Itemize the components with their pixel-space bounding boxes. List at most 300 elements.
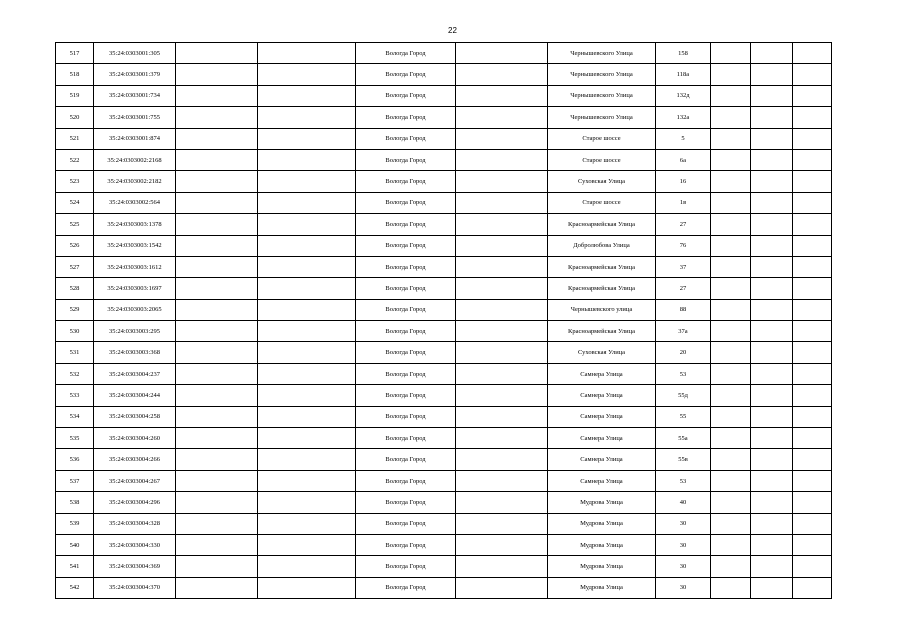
empty-cell [258, 385, 356, 406]
empty-cell [258, 342, 356, 363]
city-cell: Вологда Город [356, 128, 456, 149]
empty-cell [176, 513, 258, 534]
empty-cell [176, 449, 258, 470]
street-cell: Красноармейская Улица [548, 321, 656, 342]
empty-cell [751, 556, 793, 577]
table-row [56, 85, 832, 106]
city-cell: Вологда Город [356, 192, 456, 213]
empty-cell [711, 43, 751, 64]
empty-cell [711, 192, 751, 213]
empty-cell [258, 171, 356, 192]
cadastral-number-cell: 35:24:0303003:1378 [94, 214, 176, 235]
city-cell: Вологда Город [356, 556, 456, 577]
empty-cell [793, 214, 832, 235]
empty-cell [793, 577, 832, 598]
street-cell: Чернышевского Улица [548, 64, 656, 85]
empty-cell [711, 321, 751, 342]
empty-cell [711, 556, 751, 577]
house-number-cell: 55в [656, 449, 711, 470]
street-cell: Чернышевского Улица [548, 43, 656, 64]
table-row [56, 449, 832, 470]
city-cell: Вологда Город [356, 342, 456, 363]
empty-cell [711, 299, 751, 320]
row-number-cell: 531 [56, 342, 94, 363]
cadastral-number-cell: 35:24:0303003:1542 [94, 235, 176, 256]
empty-cell [456, 299, 548, 320]
cadastral-number-cell: 35:24:0303001:305 [94, 43, 176, 64]
empty-cell [456, 149, 548, 170]
empty-cell [751, 321, 793, 342]
empty-cell [456, 342, 548, 363]
table-row [56, 363, 832, 384]
row-number-cell: 537 [56, 470, 94, 491]
house-number-cell: 158 [656, 43, 711, 64]
row-number-cell: 518 [56, 64, 94, 85]
empty-cell [258, 556, 356, 577]
empty-cell [751, 128, 793, 149]
empty-cell [711, 406, 751, 427]
empty-cell [751, 192, 793, 213]
empty-cell [456, 64, 548, 85]
city-cell: Вологда Город [356, 299, 456, 320]
empty-cell [793, 406, 832, 427]
empty-cell [793, 342, 832, 363]
city-cell: Вологда Город [356, 492, 456, 513]
empty-cell [456, 406, 548, 427]
cadastral-number-cell: 35:24:0303004:370 [94, 577, 176, 598]
empty-cell [793, 85, 832, 106]
empty-cell [751, 363, 793, 384]
empty-cell [793, 256, 832, 277]
empty-cell [258, 299, 356, 320]
empty-cell [258, 256, 356, 277]
table-row [56, 534, 832, 555]
city-cell: Вологда Город [356, 214, 456, 235]
row-number-cell: 532 [56, 363, 94, 384]
empty-cell [751, 278, 793, 299]
row-number-cell: 529 [56, 299, 94, 320]
street-cell: Старое шоссе [548, 192, 656, 213]
table-row [56, 513, 832, 534]
cadastral-number-cell: 35:24:0303004:296 [94, 492, 176, 513]
empty-cell [751, 470, 793, 491]
empty-cell [456, 321, 548, 342]
street-cell: Чернышевского Улица [548, 85, 656, 106]
empty-cell [176, 107, 258, 128]
row-number-cell: 538 [56, 492, 94, 513]
empty-cell [793, 128, 832, 149]
table-row [56, 171, 832, 192]
street-cell: Мудрова Улица [548, 534, 656, 555]
cadastral-number-cell: 35:24:0303004:237 [94, 363, 176, 384]
empty-cell [258, 321, 356, 342]
table-row [56, 192, 832, 213]
row-number-cell: 528 [56, 278, 94, 299]
empty-cell [793, 428, 832, 449]
table-row [56, 385, 832, 406]
empty-cell [456, 556, 548, 577]
house-number-cell: 27 [656, 214, 711, 235]
empty-cell [793, 171, 832, 192]
empty-cell [176, 363, 258, 384]
empty-cell [793, 556, 832, 577]
empty-cell [711, 470, 751, 491]
table-row [56, 256, 832, 277]
empty-cell [711, 385, 751, 406]
empty-cell [176, 85, 258, 106]
empty-cell [176, 492, 258, 513]
empty-cell [751, 428, 793, 449]
empty-cell [456, 128, 548, 149]
cadastral-number-cell: 35:24:0303003:295 [94, 321, 176, 342]
empty-cell [456, 428, 548, 449]
street-cell: Чернышевского улица [548, 299, 656, 320]
empty-cell [711, 342, 751, 363]
row-number-cell: 536 [56, 449, 94, 470]
empty-cell [258, 513, 356, 534]
empty-cell [793, 64, 832, 85]
empty-cell [793, 149, 832, 170]
registry-table [55, 42, 832, 599]
empty-cell [456, 107, 548, 128]
city-cell: Вологда Город [356, 278, 456, 299]
empty-cell [456, 449, 548, 470]
cadastral-number-cell: 35:24:0303001:734 [94, 85, 176, 106]
house-number-cell: 132д [656, 85, 711, 106]
empty-cell [176, 470, 258, 491]
empty-cell [711, 149, 751, 170]
empty-cell [258, 363, 356, 384]
empty-cell [456, 534, 548, 555]
empty-cell [793, 534, 832, 555]
empty-cell [456, 492, 548, 513]
empty-cell [751, 149, 793, 170]
row-number-cell: 539 [56, 513, 94, 534]
empty-cell [751, 513, 793, 534]
cadastral-number-cell: 35:24:0303002:2168 [94, 149, 176, 170]
house-number-cell: 53 [656, 470, 711, 491]
empty-cell [258, 85, 356, 106]
row-number-cell: 524 [56, 192, 94, 213]
empty-cell [258, 64, 356, 85]
empty-cell [258, 577, 356, 598]
empty-cell [258, 214, 356, 235]
row-number-cell: 533 [56, 385, 94, 406]
city-cell: Вологда Город [356, 363, 456, 384]
empty-cell [711, 363, 751, 384]
cadastral-number-cell: 35:24:0303004:258 [94, 406, 176, 427]
empty-cell [711, 513, 751, 534]
street-cell: Самнера Улица [548, 385, 656, 406]
cadastral-number-cell: 35:24:0303003:1612 [94, 256, 176, 277]
empty-cell [793, 321, 832, 342]
empty-cell [258, 107, 356, 128]
house-number-cell: 6а [656, 149, 711, 170]
row-number-cell: 535 [56, 428, 94, 449]
empty-cell [711, 64, 751, 85]
street-cell: Красноармейская Улица [548, 278, 656, 299]
empty-cell [456, 192, 548, 213]
row-number-cell: 541 [56, 556, 94, 577]
cadastral-number-cell: 35:24:0303004:369 [94, 556, 176, 577]
empty-cell [751, 406, 793, 427]
city-cell: Вологда Город [356, 385, 456, 406]
empty-cell [793, 449, 832, 470]
cadastral-number-cell: 35:24:0303001:379 [94, 64, 176, 85]
cadastral-number-cell: 35:24:0303004:328 [94, 513, 176, 534]
empty-cell [751, 85, 793, 106]
empty-cell [751, 64, 793, 85]
empty-cell [176, 321, 258, 342]
street-cell: Старое шоссе [548, 149, 656, 170]
house-number-cell: 40 [656, 492, 711, 513]
empty-cell [176, 406, 258, 427]
table-row [56, 406, 832, 427]
city-cell: Вологда Город [356, 171, 456, 192]
house-number-cell: 118а [656, 64, 711, 85]
cadastral-number-cell: 35:24:0303004:260 [94, 428, 176, 449]
empty-cell [711, 492, 751, 513]
table-row [56, 128, 832, 149]
street-cell: Чернышевского Улица [548, 107, 656, 128]
table-row [56, 107, 832, 128]
house-number-cell: 76 [656, 235, 711, 256]
empty-cell [176, 385, 258, 406]
house-number-cell: 30 [656, 577, 711, 598]
empty-cell [456, 171, 548, 192]
street-cell: Самнера Улица [548, 406, 656, 427]
empty-cell [711, 235, 751, 256]
street-cell: Старое шоссе [548, 128, 656, 149]
empty-cell [176, 278, 258, 299]
empty-cell [456, 385, 548, 406]
empty-cell [258, 428, 356, 449]
city-cell: Вологда Город [356, 321, 456, 342]
house-number-cell: 1в [656, 192, 711, 213]
street-cell: Мудрова Улица [548, 513, 656, 534]
house-number-cell: 55 [656, 406, 711, 427]
house-number-cell: 16 [656, 171, 711, 192]
table-row [56, 556, 832, 577]
city-cell: Вологда Город [356, 149, 456, 170]
street-cell: Красноармейская Улица [548, 256, 656, 277]
cadastral-number-cell: 35:24:0303004:244 [94, 385, 176, 406]
empty-cell [258, 43, 356, 64]
table-row [56, 428, 832, 449]
street-cell: Суховская Улица [548, 342, 656, 363]
empty-cell [751, 492, 793, 513]
empty-cell [711, 534, 751, 555]
table-row [56, 214, 832, 235]
empty-cell [456, 363, 548, 384]
street-cell: Суховская Улица [548, 171, 656, 192]
empty-cell [793, 385, 832, 406]
house-number-cell: 5 [656, 128, 711, 149]
empty-cell [258, 406, 356, 427]
street-cell: Мудрова Улица [548, 492, 656, 513]
cadastral-number-cell: 35:24:0303002:564 [94, 192, 176, 213]
city-cell: Вологда Город [356, 534, 456, 555]
empty-cell [176, 64, 258, 85]
row-number-cell: 525 [56, 214, 94, 235]
street-cell: Добролюбова Улица [548, 235, 656, 256]
empty-cell [751, 449, 793, 470]
row-number-cell: 520 [56, 107, 94, 128]
empty-cell [711, 428, 751, 449]
empty-cell [793, 299, 832, 320]
empty-cell [258, 470, 356, 491]
table-row [56, 321, 832, 342]
city-cell: Вологда Город [356, 449, 456, 470]
empty-cell [176, 342, 258, 363]
empty-cell [456, 278, 548, 299]
house-number-cell: 55а [656, 428, 711, 449]
empty-cell [711, 449, 751, 470]
empty-cell [176, 43, 258, 64]
empty-cell [176, 534, 258, 555]
empty-cell [751, 256, 793, 277]
page-number: 22 [448, 26, 457, 35]
cadastral-number-cell: 35:24:0303002:2182 [94, 171, 176, 192]
cadastral-number-cell: 35:24:0303001:874 [94, 128, 176, 149]
city-cell: Вологда Город [356, 577, 456, 598]
empty-cell [258, 128, 356, 149]
empty-cell [176, 192, 258, 213]
city-cell: Вологда Город [356, 43, 456, 64]
empty-cell [793, 43, 832, 64]
cadastral-number-cell: 35:24:0303003:368 [94, 342, 176, 363]
table-row [56, 278, 832, 299]
empty-cell [258, 534, 356, 555]
empty-cell [176, 128, 258, 149]
empty-cell [793, 363, 832, 384]
empty-cell [711, 107, 751, 128]
empty-cell [176, 256, 258, 277]
street-cell: Самнера Улица [548, 363, 656, 384]
street-cell: Мудрова Улица [548, 556, 656, 577]
house-number-cell: 30 [656, 513, 711, 534]
empty-cell [793, 470, 832, 491]
empty-cell [176, 235, 258, 256]
empty-cell [751, 299, 793, 320]
city-cell: Вологда Город [356, 107, 456, 128]
street-cell: Мудрова Улица [548, 577, 656, 598]
empty-cell [456, 470, 548, 491]
empty-cell [258, 149, 356, 170]
city-cell: Вологда Город [356, 64, 456, 85]
empty-cell [258, 449, 356, 470]
row-number-cell: 523 [56, 171, 94, 192]
row-number-cell: 534 [56, 406, 94, 427]
city-cell: Вологда Город [356, 406, 456, 427]
empty-cell [793, 235, 832, 256]
house-number-cell: 20 [656, 342, 711, 363]
row-number-cell: 527 [56, 256, 94, 277]
empty-cell [456, 256, 548, 277]
empty-cell [176, 149, 258, 170]
house-number-cell: 88 [656, 299, 711, 320]
table-row [56, 43, 832, 64]
empty-cell [711, 278, 751, 299]
empty-cell [793, 513, 832, 534]
empty-cell [258, 492, 356, 513]
empty-cell [176, 299, 258, 320]
empty-cell [751, 235, 793, 256]
empty-cell [456, 85, 548, 106]
empty-cell [456, 43, 548, 64]
empty-cell [176, 214, 258, 235]
empty-cell [711, 214, 751, 235]
empty-cell [456, 577, 548, 598]
city-cell: Вологда Город [356, 85, 456, 106]
row-number-cell: 522 [56, 149, 94, 170]
row-number-cell: 519 [56, 85, 94, 106]
row-number-cell: 517 [56, 43, 94, 64]
cadastral-number-cell: 35:24:0303004:266 [94, 449, 176, 470]
cadastral-number-cell: 35:24:0303004:267 [94, 470, 176, 491]
empty-cell [751, 171, 793, 192]
empty-cell [793, 278, 832, 299]
street-cell: Самнера Улица [548, 449, 656, 470]
row-number-cell: 542 [56, 577, 94, 598]
house-number-cell: 30 [656, 534, 711, 555]
cadastral-number-cell: 35:24:0303004:330 [94, 534, 176, 555]
row-number-cell: 526 [56, 235, 94, 256]
table-row [56, 492, 832, 513]
house-number-cell: 37 [656, 256, 711, 277]
registry-table-body [56, 43, 832, 599]
empty-cell [751, 385, 793, 406]
row-number-cell: 530 [56, 321, 94, 342]
empty-cell [456, 235, 548, 256]
city-cell: Вологда Город [356, 256, 456, 277]
table-row [56, 342, 832, 363]
house-number-cell: 27 [656, 278, 711, 299]
empty-cell [711, 85, 751, 106]
cadastral-number-cell: 35:24:0303003:1697 [94, 278, 176, 299]
empty-cell [711, 577, 751, 598]
empty-cell [751, 534, 793, 555]
table-row [56, 149, 832, 170]
empty-cell [711, 171, 751, 192]
empty-cell [258, 235, 356, 256]
table-row [56, 470, 832, 491]
city-cell: Вологда Город [356, 428, 456, 449]
city-cell: Вологда Город [356, 470, 456, 491]
house-number-cell: 132а [656, 107, 711, 128]
empty-cell [751, 577, 793, 598]
house-number-cell: 53 [656, 363, 711, 384]
house-number-cell: 30 [656, 556, 711, 577]
table-row [56, 64, 832, 85]
empty-cell [176, 577, 258, 598]
empty-cell [793, 492, 832, 513]
row-number-cell: 521 [56, 128, 94, 149]
empty-cell [751, 214, 793, 235]
empty-cell [258, 192, 356, 213]
empty-cell [751, 107, 793, 128]
cadastral-number-cell: 35:24:0303001:755 [94, 107, 176, 128]
house-number-cell: 55д [656, 385, 711, 406]
empty-cell [176, 556, 258, 577]
empty-cell [258, 278, 356, 299]
empty-cell [456, 513, 548, 534]
table-row [56, 235, 832, 256]
street-cell: Красноармейская Улица [548, 214, 656, 235]
cadastral-number-cell: 35:24:0303003:2065 [94, 299, 176, 320]
street-cell: Самнера Улица [548, 428, 656, 449]
empty-cell [751, 342, 793, 363]
